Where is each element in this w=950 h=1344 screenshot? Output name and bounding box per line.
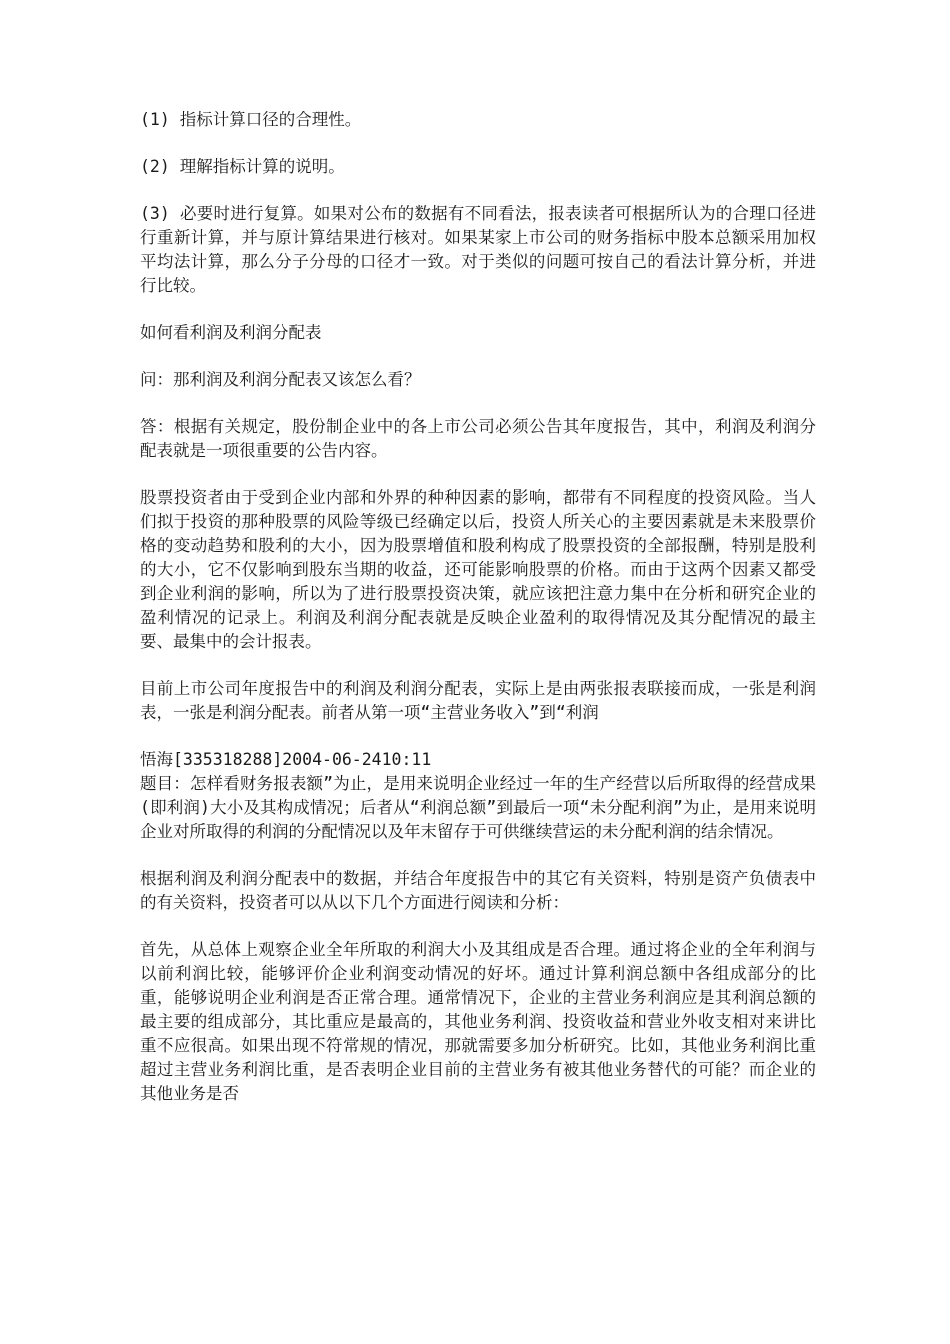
question-paragraph: 问：那利润及利润分配表又该怎么看？ xyxy=(140,370,421,389)
body-paragraph-report: 目前上市公司年度报告中的利润及利润分配表，实际上是由两张报表联接而成，一张是利润表，一张是利润分配表。前者从第一项“主营业务收入”到“利润 xyxy=(140,679,816,722)
list-item-2: (2) 理解指标计算的说明。 xyxy=(140,157,345,176)
body-paragraph-analysis: 根据利润及利润分配表中的数据，并结合年度报告中的其它有关资料，特别是资产负债表中的有关资料，投资者可以从以下几个方面进行阅读和分析： xyxy=(140,869,816,912)
body-paragraph-first: 首先，从总体上观察企业全年所取的利润大小及其组成是否合理。通过将企业的全年利润与以前利润比较，能够评价企业利润变动情况的好坏。通过计算利润总额中各组成部分的比重，能够说明企业利润是否正常合理。通常情况下，企业的主营业务利润应是其利润总额的最主要的组成部分，其比重应是最高的，其他业务利润、投资收益和营业外收支相对来讲比重不应很高。如果出现不符常规的情况，那就需要多加分析研究。比如，其他业务利润比重超过主营业务利润比重，是否表明企业目前的主营业务有被其他业务替代的可能？而企业的其他业务是否 xyxy=(140,940,816,1103)
list-item-1: (1) 指标计算口径的合理性。 xyxy=(140,110,362,129)
document-page xyxy=(140,108,816,1129)
post-meta: 悟海[335318288]2004-06-2410:11 xyxy=(140,750,432,769)
section-heading: 如何看利润及利润分配表 xyxy=(140,323,322,342)
answer-paragraph: 答：根据有关规定，股份制企业中的各上市公司必须公告其年度报告，其中，利润及利润分配表就是一项很重要的公告内容。 xyxy=(140,417,816,460)
post-title-paragraph: 题目：怎样看财务报表额”为止，是用来说明企业经过一年的生产经营以后所取得的经营成果(即利润)大小及其构成情况；后者从“利润总额”到最后一项“未分配利润”为止，是用来说明企业对所取得的利润的分配情况以及年末留存于可供继续营运的未分配利润的结余情况。 xyxy=(140,774,816,841)
list-item-3: (3) 必要时进行复算。如果对公布的数据有不同看法，报表读者可根据所认为的合理口径进行重新计算，并与原计算结果进行核对。如果某家上市公司的财务指标中股本总额采用加权平均法计算，那么分子分母的口径才一致。对于类似的问题可按自己的看法计算分析，并进行比较。 xyxy=(140,204,816,295)
body-paragraph-risk: 股票投资者由于受到企业内部和外界的种种因素的影响，都带有不同程度的投资风险。当人们拟于投资的那种股票的风险等级已经确定以后，投资人所关心的主要因素就是未来股票价格的变动趋势和股利的大小，因为股票增值和股利构成了股票投资的全部报酬，特别是股利的大小，它不仅影响到股东当期的收益，还可能影响股票的价格。而由于这两个因素又都受到企业利润的影响，所以为了进行股票投资决策，就应该把注意力集中在分析和研究企业的盈利情况的记录上。利润及利润分配表就是反映企业盈利的取得情况及其分配情况的最主要、最集中的会计报表。 xyxy=(140,488,816,651)
